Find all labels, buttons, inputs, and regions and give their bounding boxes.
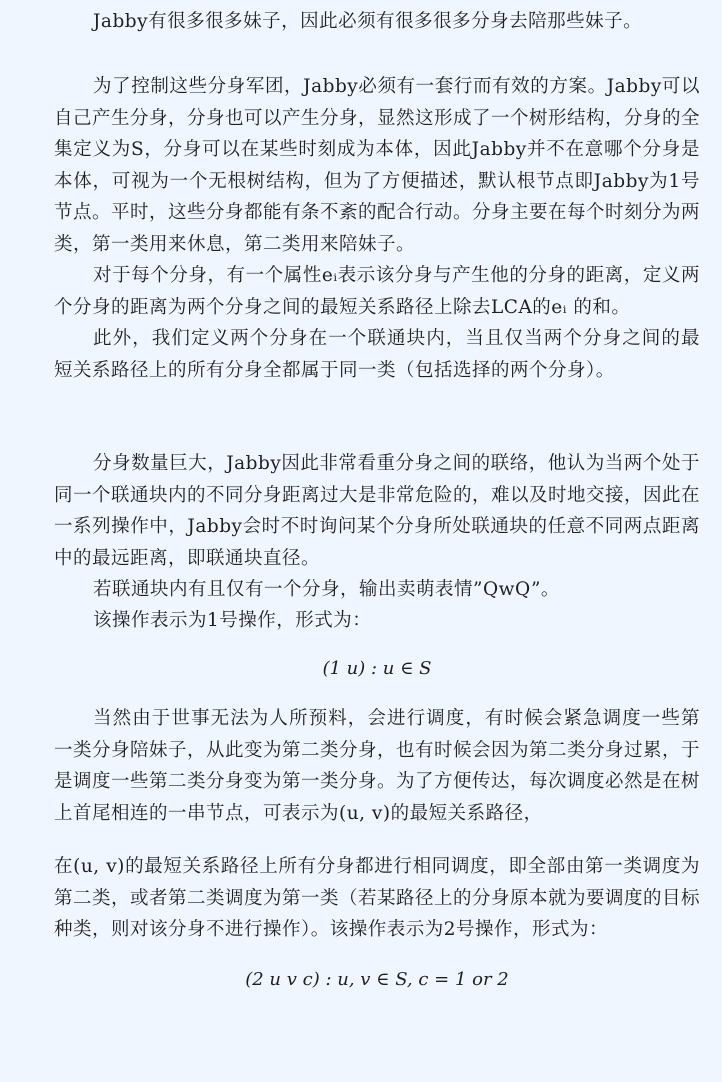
paragraph-op2-desc: 在(u, v)的最短关系路径上所有分身都进行相同调度，即全部由第一类调度为第二类，或者第二类调度为第一类（若某路径上的分身原本就为要调度的目标种类，则对该分身不进行操作）。该操作表示为2号操作，形式为：: [54, 856, 701, 940]
paragraph-op1-label: 该操作表示为1号操作，形式为：: [93, 610, 372, 631]
paragraph-connected-block: 此外，我们定义两个分身在一个联通块内，当且仅当两个分身之间的最短关系路径上的所有分身全都属于同一类（包括选择的两个分身）。: [54, 328, 700, 381]
paragraph-query-intro: 分身数量巨大，Jabby因此非常看重分身之间的联络，他认为当两个处于同一个联通块内的不同分身距离过大是非常危险的，难以及时地交接，因此在一系列操作中，Jabby会时不时询问某个分身所处联通块的任意不同两点距离中的最远距离，即联通块直径。: [54, 453, 701, 569]
paragraph-qwq: 若联通块内有且仅有一个分身，输出卖萌表情”QwQ”。: [93, 579, 560, 600]
paragraph-structure: 为了控制这些分身军团，Jabby必须有一套行而有效的方案。Jabby可以自己产生分身，分身也可以产生分身，显然这形成了一个树形结构，分身的全集定义为S，分身可以在某些时刻成为本体，因此Jabby并不在意哪个分身是本体，可视为一个无根树结构，但为了方便描述，默认根节点即Jabby为1号节点。平时，这些分身都能有条不紊的配合行动。分身主要在每个时刻分为两类，第一类用来休息，第二类用来陪妹子。: [54, 76, 701, 255]
paragraph-scheduling: 当然由于世事无法为人所预料，会进行调度，有时候会紧急调度一些第一类分身陪妹子，从此变为第二类分身，也有时候会因为第二类分身过累，于是调度一些第二类分身变为第一类分身。为了方便传达，每次调度必然是在树上首尾相连的一串节点，可表示为(u, v)的最短关系路径，: [54, 708, 701, 824]
paragraph-distance: 对于每个分身，有一个属性eᵢ表示该分身与产生他的分身的距离，定义两个分身的距离为两个分身之间的最短关系路径上除去LCA的eᵢ 的和。: [54, 265, 700, 318]
formula-op1: (1 u) : u ∈ S: [322, 658, 432, 679]
formula-op2: (2 u v c) : u, v ∈ S, c = 1 or 2: [245, 969, 509, 990]
paragraph-intro: Jabby有很多很多妹子，因此必须有很多很多分身去陪那些妹子。: [93, 11, 643, 32]
